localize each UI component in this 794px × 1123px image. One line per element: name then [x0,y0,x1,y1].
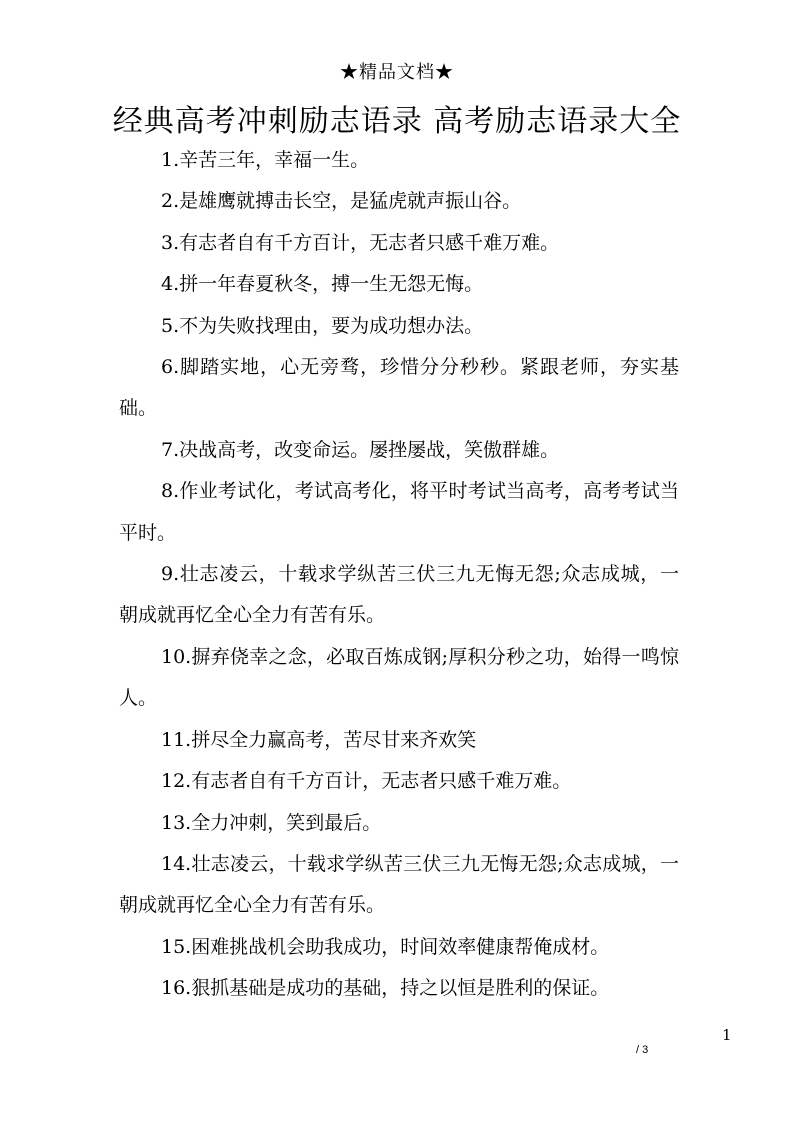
page-total: / 3 [636,1044,649,1056]
list-item: 6.脚踏实地，心无旁骛，珍惜分分秒秒。紧跟老师，夯实基础。 [119,356,679,420]
list-item: 3.有志者自有千方百计，无志者只感千难万难。 [161,231,560,254]
list-item: 9.壮志凌云，十载求学纵苦三伏三九无悔无怨;众志成城，一朝成就再忆全心全力有苦有乐。 [119,563,679,627]
list-item: 14.壮志凌云，十载求学纵苦三伏三九无悔无怨;众志成城，一朝成就再忆全心全力有苦有乐。 [119,852,679,917]
list-item: 13.全力冲刺，笑到最后。 [161,811,382,834]
list-item: 8.作业考试化，考试高考化，将平时考试当高考，高考考试当平时。 [119,480,679,544]
quote-list [119,140,679,1010]
list-item: 4.拼一年春夏秋冬，搏一生无怨无悔。 [161,273,484,296]
list-item: 7.决战高考，改变命运。屡挫屡战，笑傲群雄。 [161,438,560,461]
header-mark: ★精品文档★ [340,62,454,83]
list-item: 16.狠抓基础是成功的基础，持之以恒是胜利的保证。 [161,977,610,1000]
list-item: 1.辛苦三年，幸福一生。 [161,149,370,171]
list-item: 5.不为失败找理由，要为成功想办法。 [161,314,484,337]
list-item: 12.有志者自有千方百计，无志者只感千难万难。 [161,770,572,793]
list-item: 10.摒弃侥幸之念，必取百炼成钢;厚积分秒之功，始得一鸣惊人。 [119,645,679,710]
page-title: 经典高考冲刺励志语录 高考励志语录大全 [112,104,682,139]
list-item: 15.困难挑战机会助我成功，时间效率健康帮俺成材。 [161,935,610,958]
list-item: 11.拼尽全力赢高考，苦尽甘来齐欢笑 [161,728,477,751]
list-item: 2.是雄鹰就搏击长空，是猛虎就声振山谷。 [161,190,522,213]
page-number: 1 [722,1026,732,1044]
